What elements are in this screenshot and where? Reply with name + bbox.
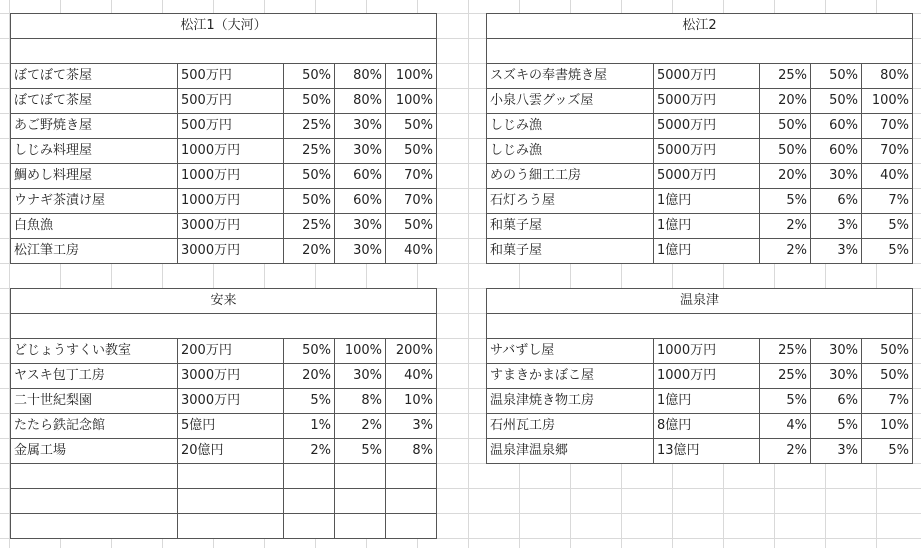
table-row [11, 214, 437, 239]
shop-name-cell[interactable]: サバずし屋 [487, 339, 654, 364]
shop-name-cell[interactable]: あご野焼き屋 [11, 114, 178, 139]
shop-name-cell[interactable]: しじみ料理屋 [11, 139, 178, 164]
rate-high-cell[interactable]: 7% [862, 189, 913, 214]
rate-mid-cell[interactable]: 6% [811, 189, 862, 214]
rate-low-cell[interactable]: 5% [760, 389, 811, 414]
rate-high-cell[interactable] [386, 464, 437, 489]
rate-low-cell[interactable]: 20% [284, 364, 335, 389]
shop-name-cell[interactable]: 温泉津焼き物工房 [487, 389, 654, 414]
rate-mid-cell[interactable]: 2% [335, 414, 386, 439]
shop-name-cell[interactable]: たたら鉄記念館 [11, 414, 178, 439]
cost-cell[interactable]: 1億円 [654, 239, 760, 264]
rate-high-cell[interactable]: 70% [862, 114, 913, 139]
rate-mid-cell[interactable]: 30% [335, 214, 386, 239]
cost-cell[interactable] [178, 464, 284, 489]
table-row [11, 514, 437, 539]
rate-high-cell[interactable]: 40% [386, 364, 437, 389]
shop-name-cell[interactable]: どじょうすくい教室 [11, 339, 178, 364]
shop-name-cell[interactable]: しじみ漁 [487, 114, 654, 139]
rate-low-cell[interactable]: 50% [760, 114, 811, 139]
rate-mid-cell[interactable]: 30% [335, 364, 386, 389]
table-row [11, 464, 437, 489]
cost-cell[interactable]: 1億円 [654, 214, 760, 239]
cost-cell[interactable]: 1億円 [654, 189, 760, 214]
rate-mid-cell[interactable]: 30% [335, 139, 386, 164]
rate-mid-cell[interactable]: 60% [811, 114, 862, 139]
rate-low-cell[interactable]: 2% [760, 214, 811, 239]
rate-mid-cell[interactable] [335, 464, 386, 489]
rate-mid-cell[interactable]: 80% [335, 64, 386, 89]
table-row [487, 414, 913, 439]
shop-name-cell[interactable]: ウナギ茶漬け屋 [11, 189, 178, 214]
table-row [11, 189, 437, 214]
rate-high-cell[interactable]: 3% [386, 414, 437, 439]
rate-mid-cell[interactable]: 50% [811, 89, 862, 114]
rate-low-cell[interactable]: 50% [284, 89, 335, 114]
rate-high-cell[interactable]: 70% [386, 189, 437, 214]
blank-cell[interactable] [487, 39, 913, 64]
sheet-table [10, 13, 437, 264]
rate-high-cell[interactable]: 100% [862, 89, 913, 114]
table-row [11, 389, 437, 414]
rate-high-cell[interactable]: 100% [386, 89, 437, 114]
rate-mid-cell[interactable]: 3% [811, 239, 862, 264]
rate-high-cell[interactable]: 10% [386, 389, 437, 414]
shop-name-cell[interactable]: 小泉八雲グッズ屋 [487, 89, 654, 114]
rate-high-cell[interactable]: 10% [862, 414, 913, 439]
rate-mid-cell[interactable]: 30% [811, 164, 862, 189]
rate-high-cell[interactable]: 100% [386, 64, 437, 89]
rate-low-cell[interactable]: 20% [760, 89, 811, 114]
rate-high-cell[interactable]: 5% [862, 214, 913, 239]
shop-name-cell[interactable]: ぼてぼて茶屋 [11, 89, 178, 114]
table-title-cell[interactable]: 温泉津 [487, 289, 913, 314]
rate-low-cell[interactable]: 25% [284, 214, 335, 239]
shop-name-cell[interactable]: 白魚漁 [11, 214, 178, 239]
rate-mid-cell[interactable]: 30% [335, 239, 386, 264]
rate-mid-cell[interactable]: 60% [335, 164, 386, 189]
rate-mid-cell[interactable]: 6% [811, 389, 862, 414]
table-row [487, 114, 913, 139]
rate-mid-cell[interactable]: 5% [335, 439, 386, 464]
cost-cell[interactable]: 500万円 [178, 114, 284, 139]
shop-name-cell[interactable] [11, 514, 178, 539]
cost-cell[interactable]: 5億円 [178, 414, 284, 439]
table-row [11, 489, 437, 514]
table-title-cell[interactable]: 松江2 [487, 14, 913, 39]
rate-mid-cell[interactable]: 30% [335, 114, 386, 139]
rate-mid-cell[interactable]: 60% [811, 139, 862, 164]
cost-cell[interactable]: 200万円 [178, 339, 284, 364]
shop-name-cell[interactable]: 和菓子屋 [487, 239, 654, 264]
table-row [487, 139, 913, 164]
cost-cell[interactable]: 5000万円 [654, 164, 760, 189]
rate-high-cell[interactable] [386, 514, 437, 539]
shop-name-cell[interactable]: スズキの奉書焼き屋 [487, 64, 654, 89]
rate-high-cell[interactable]: 40% [386, 239, 437, 264]
rate-low-cell[interactable]: 25% [284, 139, 335, 164]
table-row [11, 239, 437, 264]
rate-low-cell[interactable]: 25% [760, 364, 811, 389]
rate-high-cell[interactable]: 8% [386, 439, 437, 464]
rate-low-cell[interactable]: 2% [284, 439, 335, 464]
cost-cell[interactable]: 3000万円 [178, 239, 284, 264]
shop-name-cell[interactable]: 松江筆工房 [11, 239, 178, 264]
table-row [487, 439, 913, 464]
rate-high-cell[interactable]: 70% [862, 139, 913, 164]
rate-high-cell[interactable]: 50% [386, 214, 437, 239]
rate-low-cell[interactable] [284, 464, 335, 489]
table-row [11, 339, 437, 364]
cost-cell[interactable]: 13億円 [654, 439, 760, 464]
cost-cell[interactable]: 1000万円 [178, 139, 284, 164]
table-row [487, 89, 913, 114]
table-row [11, 364, 437, 389]
rate-high-cell[interactable]: 70% [386, 164, 437, 189]
table-row [11, 114, 437, 139]
rate-low-cell[interactable]: 5% [284, 389, 335, 414]
shop-name-cell[interactable] [11, 464, 178, 489]
rate-low-cell[interactable]: 20% [284, 239, 335, 264]
table-yunotsu [486, 288, 913, 464]
rate-low-cell[interactable]: 50% [760, 139, 811, 164]
rate-mid-cell[interactable]: 8% [335, 389, 386, 414]
rate-mid-cell[interactable]: 60% [335, 189, 386, 214]
blank-cell[interactable] [11, 39, 437, 64]
table-title-cell[interactable]: 安来 [11, 289, 437, 314]
table-row [487, 339, 913, 364]
rate-high-cell[interactable]: 40% [862, 164, 913, 189]
shop-name-cell[interactable]: 石州瓦工房 [487, 414, 654, 439]
cost-cell[interactable] [178, 489, 284, 514]
rate-low-cell[interactable]: 25% [284, 114, 335, 139]
blank-cell[interactable] [487, 314, 913, 339]
shop-name-cell[interactable]: 温泉津温泉郷 [487, 439, 654, 464]
shop-name-cell[interactable]: 石灯ろう屋 [487, 189, 654, 214]
cost-cell[interactable]: 3000万円 [178, 389, 284, 414]
shop-name-cell[interactable] [11, 489, 178, 514]
table-matsue1 [10, 13, 437, 264]
rate-mid-cell[interactable]: 30% [811, 364, 862, 389]
cost-cell[interactable]: 1億円 [654, 389, 760, 414]
rate-low-cell[interactable]: 1% [284, 414, 335, 439]
table-row [487, 389, 913, 414]
rate-mid-cell[interactable]: 30% [811, 339, 862, 364]
rate-low-cell[interactable]: 50% [284, 164, 335, 189]
blank-cell[interactable] [11, 314, 437, 339]
rate-low-cell[interactable]: 2% [760, 439, 811, 464]
cost-cell[interactable]: 8億円 [654, 414, 760, 439]
shop-name-cell[interactable]: しじみ漁 [487, 139, 654, 164]
rate-high-cell[interactable]: 50% [862, 364, 913, 389]
cost-cell[interactable]: 500万円 [178, 89, 284, 114]
shop-name-cell[interactable]: めのう細工工房 [487, 164, 654, 189]
rate-high-cell[interactable]: 5% [862, 239, 913, 264]
shop-name-cell[interactable]: 鯛めし料理屋 [11, 164, 178, 189]
cost-cell[interactable]: 3000万円 [178, 214, 284, 239]
sheet-table [10, 288, 437, 539]
cost-cell[interactable]: 1000万円 [654, 364, 760, 389]
rate-high-cell[interactable]: 50% [386, 114, 437, 139]
rate-low-cell[interactable] [284, 489, 335, 514]
rate-high-cell[interactable]: 50% [386, 139, 437, 164]
table-row [487, 164, 913, 189]
rate-high-cell[interactable]: 7% [862, 389, 913, 414]
cost-cell[interactable]: 5000万円 [654, 89, 760, 114]
cost-cell[interactable] [178, 514, 284, 539]
cost-cell[interactable]: 1000万円 [178, 164, 284, 189]
table-matsue2 [486, 13, 913, 264]
table-row [487, 364, 913, 389]
rate-low-cell[interactable]: 4% [760, 414, 811, 439]
rate-high-cell[interactable] [386, 489, 437, 514]
cost-cell[interactable]: 5000万円 [654, 114, 760, 139]
rate-low-cell[interactable] [284, 514, 335, 539]
rate-mid-cell[interactable]: 50% [811, 64, 862, 89]
rate-low-cell[interactable]: 20% [760, 164, 811, 189]
shop-name-cell[interactable]: 和菓子屋 [487, 214, 654, 239]
rate-mid-cell[interactable]: 80% [335, 89, 386, 114]
table-row [11, 164, 437, 189]
rate-mid-cell[interactable]: 5% [811, 414, 862, 439]
rate-high-cell[interactable]: 200% [386, 339, 437, 364]
cost-cell[interactable]: 3000万円 [178, 364, 284, 389]
rate-mid-cell[interactable] [335, 489, 386, 514]
table-row [11, 414, 437, 439]
cost-cell[interactable]: 1000万円 [178, 189, 284, 214]
cost-cell[interactable]: 5000万円 [654, 139, 760, 164]
cost-cell[interactable]: 5000万円 [654, 64, 760, 89]
rate-low-cell[interactable]: 25% [760, 339, 811, 364]
shop-name-cell[interactable]: 二十世紀梨園 [11, 389, 178, 414]
table-row [11, 89, 437, 114]
sheet-table [486, 13, 913, 264]
table-row [11, 139, 437, 164]
rate-mid-cell[interactable]: 3% [811, 214, 862, 239]
table-row [487, 189, 913, 214]
cost-cell[interactable]: 20億円 [178, 439, 284, 464]
table-row [11, 439, 437, 464]
table-row [487, 64, 913, 89]
rate-high-cell[interactable]: 50% [862, 339, 913, 364]
shop-name-cell[interactable]: すまきかまぼこ屋 [487, 364, 654, 389]
rate-high-cell[interactable]: 5% [862, 439, 913, 464]
rate-mid-cell[interactable]: 100% [335, 339, 386, 364]
rate-mid-cell[interactable]: 3% [811, 439, 862, 464]
table-row [487, 214, 913, 239]
table-title-cell[interactable]: 松江1（大河） [11, 14, 437, 39]
sheet-table [486, 288, 913, 464]
rate-low-cell[interactable]: 50% [284, 189, 335, 214]
cost-cell[interactable]: 1000万円 [654, 339, 760, 364]
shop-name-cell[interactable]: 金属工場 [11, 439, 178, 464]
rate-low-cell[interactable]: 50% [284, 64, 335, 89]
table-yasugi [10, 288, 437, 539]
rate-low-cell[interactable]: 5% [760, 189, 811, 214]
rate-mid-cell[interactable] [335, 514, 386, 539]
rate-low-cell[interactable]: 25% [760, 64, 811, 89]
table-row [11, 64, 437, 89]
shop-name-cell[interactable]: ヤスキ包丁工房 [11, 364, 178, 389]
rate-low-cell[interactable]: 50% [284, 339, 335, 364]
shop-name-cell[interactable]: ぼてぼて茶屋 [11, 64, 178, 89]
rate-high-cell[interactable]: 80% [862, 64, 913, 89]
table-row [487, 239, 913, 264]
cost-cell[interactable]: 500万円 [178, 64, 284, 89]
rate-low-cell[interactable]: 2% [760, 239, 811, 264]
